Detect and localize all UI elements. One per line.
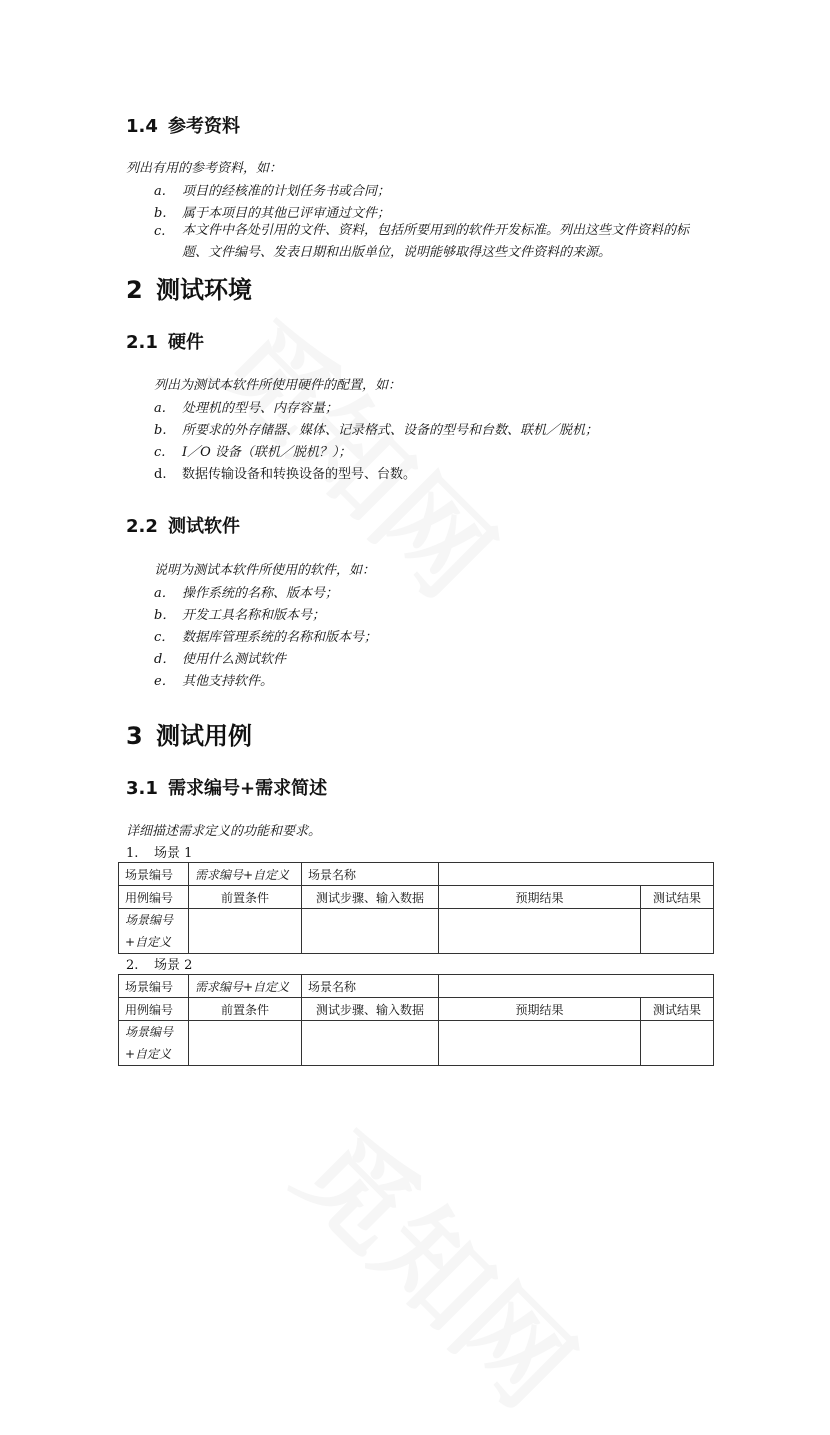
list-item: c. I／O 设备（联机／脱机？）；	[154, 445, 352, 460]
heading-text: 参考资料	[168, 116, 240, 137]
scene-caption: 1. 场景 1	[126, 846, 193, 861]
heading-number: 2.1	[126, 332, 158, 353]
scene-caption: 2. 场景 2	[126, 958, 193, 973]
list-item: e． 其他支持软件。	[154, 674, 274, 689]
table-row	[119, 1021, 714, 1066]
heading-text: 测试环境	[156, 276, 252, 304]
section-heading-2-1	[126, 328, 204, 354]
table-cell	[439, 1021, 641, 1066]
table-header-cell: 预期结果	[439, 998, 641, 1021]
heading-text: 测试用例	[156, 722, 252, 750]
paragraph-intro: 详细描述需求定义的功能和要求。	[126, 824, 322, 839]
list-item: a． 操作系统的名称、版本号；	[154, 586, 339, 601]
list-item: d． 使用什么测试软件	[154, 652, 287, 667]
paragraph-intro: 说明为测试本软件所使用的软件，如：	[154, 563, 376, 578]
table-cell	[439, 863, 714, 886]
heading-number: 3.1	[126, 778, 158, 799]
table-cell	[641, 1021, 714, 1066]
table-header-cell: 预期结果	[439, 886, 641, 909]
chapter-heading-2	[126, 270, 252, 305]
list-item: c． 数据库管理系统的名称和版本号；	[154, 630, 378, 645]
heading-number: 2.2	[126, 516, 158, 537]
heading-number: 1.4	[126, 116, 158, 137]
table-row	[119, 863, 714, 886]
watermark	[268, 1090, 613, 1435]
table-cell	[439, 975, 714, 998]
table-cell: 场景名称	[302, 863, 439, 886]
list-item: b． 开发工具名称和版本号；	[154, 608, 326, 623]
list-item: a. 处理机的型号、内存容量；	[154, 401, 339, 416]
table-cell: 需求编号+自定义	[189, 863, 302, 886]
scene-table	[118, 862, 714, 954]
table-cell: 场景编号 +自定义	[119, 1021, 189, 1066]
scene-table	[118, 974, 714, 1066]
table-header-cell: 测试步骤、输入数据	[302, 886, 439, 909]
table-cell	[189, 909, 302, 954]
heading-text: 需求编号+需求简述	[168, 778, 328, 799]
heading-number: 2	[126, 276, 143, 304]
section-heading-1-4	[126, 112, 240, 138]
heading-text: 测试软件	[168, 516, 240, 537]
list-item: b. 所要求的外存储器、媒体、记录格式、设备的型号和台数、联机／脱机；	[154, 423, 599, 438]
table-header-cell: 测试结果	[641, 886, 714, 909]
table-cell: 场景名称	[302, 975, 439, 998]
table-cell	[641, 909, 714, 954]
table-header-cell: 前置条件	[189, 998, 302, 1021]
table-header-cell: 用例编号	[119, 886, 189, 909]
table-header-cell: 前置条件	[189, 886, 302, 909]
list-item: c. 本文件中各处引用的文件、资料，包括所要用到的软件开发标准。列出这些文件资料的标题、文件编号、发表日期和出版单位，说明能够取得这些文件资料的来源。	[154, 223, 690, 260]
table-header-cell: 用例编号	[119, 998, 189, 1021]
list-item: d. 数据传输设备和转换设备的型号、台数。	[154, 467, 417, 482]
table-header-cell: 测试步骤、输入数据	[302, 998, 439, 1021]
heading-text: 硬件	[168, 332, 204, 353]
table-cell: 场景编号 +自定义	[119, 909, 189, 954]
list-item: b. 属于本项目的其他已评审通过文件；	[154, 206, 391, 221]
section-heading-3-1	[126, 774, 327, 800]
list-item: a. 项目的经核准的计划任务书或合同；	[154, 184, 391, 199]
paragraph-intro: 列出有用的参考资料，如：	[126, 161, 283, 176]
table-row	[119, 886, 714, 909]
table-cell	[302, 1021, 439, 1066]
table-cell: 场景编号	[119, 975, 189, 998]
table-cell	[439, 909, 641, 954]
table-header-cell: 测试结果	[641, 998, 714, 1021]
table-row	[119, 975, 714, 998]
table-row	[119, 909, 714, 954]
table-cell	[302, 909, 439, 954]
paragraph-intro: 列出为测试本软件所使用硬件的配置，如：	[154, 378, 402, 393]
table-row	[119, 998, 714, 1021]
section-heading-2-2	[126, 512, 240, 538]
table-cell: 需求编号+自定义	[189, 975, 302, 998]
chapter-heading-3	[126, 716, 252, 751]
table-cell	[189, 1021, 302, 1066]
table-cell: 场景编号	[119, 863, 189, 886]
heading-number: 3	[126, 722, 143, 750]
